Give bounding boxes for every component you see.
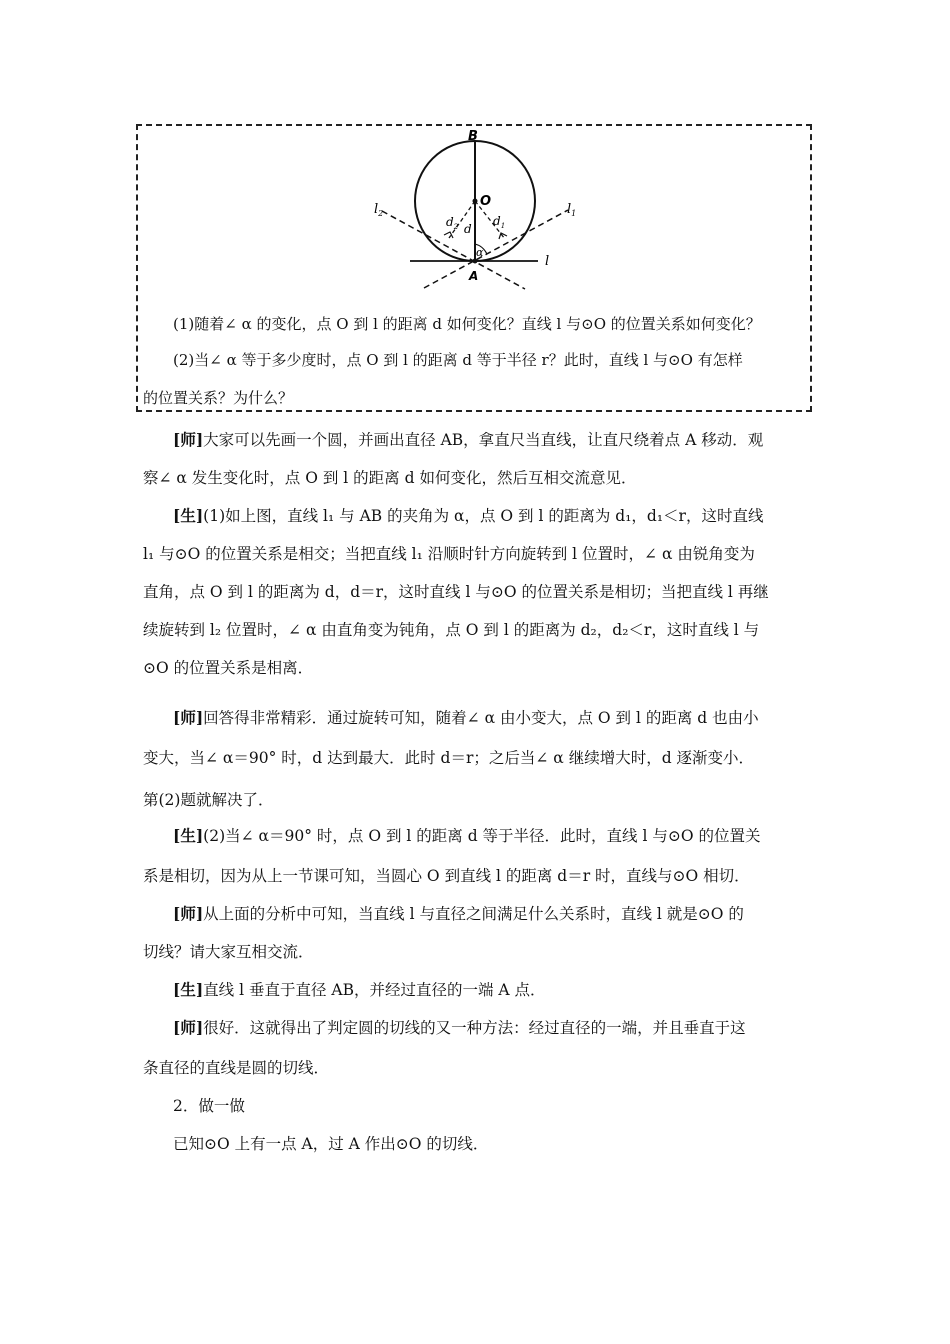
speaker-tag: [生]: [173, 506, 204, 525]
teacher-paragraph-2-line-3: 第(2)题就解决了．: [143, 791, 274, 809]
student-paragraph-1-line-3: 直角，点 O 到 l 的距离为 d，d＝r，这时直线 l 与⊙O 的位置关系是相切；当把直线 l 再继: [143, 583, 769, 601]
paragraph-line: 直线 l 垂直于直径 AB，并经过直径的一端 A 点．: [203, 981, 546, 999]
circle-tangent-figure: [362, 128, 588, 298]
teacher-paragraph-3-line-2: 切线？请大家互相交流．: [143, 943, 314, 961]
student-paragraph-2-line-1: [143, 818, 839, 854]
label-l1: $l_1$: [567, 202, 577, 218]
label-l: l: [545, 254, 550, 269]
paragraph-line: (2)当∠ α＝90° 时，点 O 到 l 的距离 d 等于半径．此时，直线 l 与⊙O 的位置关: [203, 827, 761, 845]
teacher-paragraph-3-line-1: [143, 896, 839, 932]
label-d1: $d_1$: [493, 214, 506, 230]
student-paragraph-1-line-4: 续旋转到 l₂ 位置时，∠ α 由直角变为钝角，点 O 到 l 的距离为 d₂，d₂＜r，这时直线 l 与: [143, 621, 760, 639]
student-paragraph-3-line-1: [143, 972, 839, 1008]
label-alpha: α: [476, 246, 484, 259]
teacher-paragraph-4-line-1: [143, 1010, 839, 1046]
box-question-2-line-2: 的位置关系？为什么？: [143, 389, 294, 407]
exercise-text: 已知⊙O 上有一点 A，过 A 作出⊙O 的切线．: [173, 1135, 489, 1153]
speaker-tag: [生]: [173, 980, 204, 999]
speaker-tag: [师]: [173, 708, 204, 727]
paragraph-line: 回答得非常精彩．通过旋转可知，随着∠ α 由小变大，点 O 到 l 的距离 d 也由小: [203, 709, 759, 727]
teacher-paragraph-4-line-2: 条直径的直线是圆的切线．: [143, 1059, 330, 1077]
label-d: d: [464, 222, 472, 236]
speaker-tag: [生]: [173, 826, 204, 845]
student-paragraph-1-line-1: [143, 498, 839, 534]
center-dot: [473, 199, 478, 204]
point-a-dot: [473, 259, 478, 264]
student-paragraph-1-line-2: l₁ 与⊙O 的位置关系是相交；当把直线 l₁ 沿顺时针方向旋转到 l 位置时，∠ α 由锐角变为: [143, 545, 755, 563]
paragraph-line: 大家可以先画一个圆，并画出直径 AB，拿直尺当直线，让直尺绕着点 A 移动．观: [203, 431, 764, 449]
box-question-1: (1)随着∠ α 的变化，点 O 到 l 的距离 d 如何变化？直线 l 与⊙O 的位置关系如何变化？: [173, 315, 761, 333]
teacher-paragraph-1-line-1: [143, 422, 839, 458]
label-a: A: [469, 269, 479, 283]
section-heading-do-it: 2．做一做: [173, 1097, 245, 1115]
speaker-tag: [师]: [173, 904, 204, 923]
student-paragraph-1-line-5: ⊙O 的位置关系是相离．: [143, 659, 314, 677]
speaker-tag: [师]: [173, 430, 204, 449]
paragraph-line: 从上面的分析中可知，当直线 l 与直径之间满足什么关系时，直线 l 就是⊙O 的: [203, 905, 744, 923]
box-question-2-line-1: (2)当∠ α 等于多少度时，点 O 到 l 的距离 d 等于半径 r？此时，直线 l 与⊙O 有怎样: [173, 351, 743, 369]
right-angle-mark-2: [444, 232, 453, 238]
teacher-paragraph-1-line-2: 察∠ α 发生变化时，点 O 到 l 的距离 d 如何变化，然后互相交流意见．: [143, 469, 637, 487]
speaker-tag: [师]: [173, 1018, 204, 1037]
label-d2: $d_2$: [446, 215, 459, 231]
label-b: B: [468, 129, 478, 144]
paragraph-line: 很好．这就得出了判定圆的切线的又一种方法：经过直径的一端，并且垂直于这: [203, 1019, 746, 1037]
teacher-paragraph-2-line-1: [143, 700, 839, 736]
teacher-paragraph-2-line-2: 变大，当∠ α＝90° 时，d 达到最大．此时 d＝r；之后当∠ α 继续增大时，d 逐渐变小．: [143, 749, 755, 767]
student-paragraph-2-line-2: 系是相切，因为从上一节课可知，当圆心 O 到直线 l 的距离 d＝r 时，直线与⊙O 相切．: [143, 867, 750, 885]
label-o: O: [480, 194, 492, 209]
paragraph-line: (1)如上图，直线 l₁ 与 AB 的夹角为 α，点 O 到 l 的距离为 d₁，d₁＜r，这时直线: [203, 507, 764, 525]
label-l2: $l_2$: [374, 202, 384, 218]
